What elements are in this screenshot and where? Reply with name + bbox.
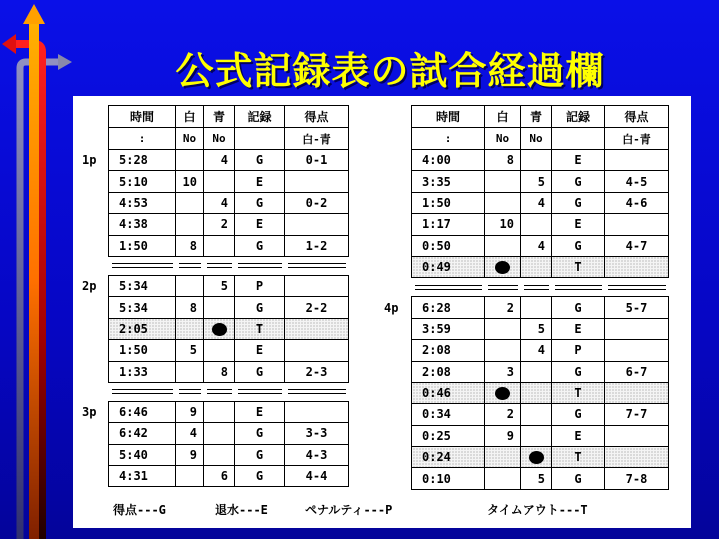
table-row bbox=[412, 235, 669, 256]
cell-time: 0:46 bbox=[412, 382, 485, 403]
cell-record: G bbox=[235, 192, 285, 213]
cell-score: 6-7 bbox=[605, 361, 669, 382]
cell-blue bbox=[204, 297, 235, 318]
cell-blue: 4 bbox=[521, 235, 552, 256]
cell-record: G bbox=[235, 297, 285, 318]
cell-white: 2 bbox=[485, 297, 521, 318]
cell-blue bbox=[521, 447, 552, 468]
header-time-sub: : bbox=[109, 128, 176, 150]
header-record-sub bbox=[552, 128, 605, 150]
cell-record: T bbox=[552, 382, 605, 403]
double-rule bbox=[207, 263, 232, 268]
separator-cell bbox=[412, 278, 485, 297]
cell-blue: 5 bbox=[521, 171, 552, 192]
cell-record: E bbox=[235, 171, 285, 192]
cell-white: 9 bbox=[176, 401, 204, 422]
table-row bbox=[412, 361, 669, 382]
separator-cell bbox=[605, 278, 669, 297]
header-score: 得点 bbox=[605, 106, 669, 128]
cell-white bbox=[485, 340, 521, 361]
cell-time: 1:50 bbox=[109, 340, 176, 361]
cell-time: 4:31 bbox=[109, 466, 176, 487]
header-row-1 bbox=[109, 106, 349, 128]
cell-blue bbox=[204, 444, 235, 465]
cell-score: 0-1 bbox=[285, 150, 349, 171]
period-separator bbox=[412, 278, 669, 297]
cell-score bbox=[285, 318, 349, 339]
header-row-1 bbox=[412, 106, 669, 128]
cell-record: E bbox=[235, 401, 285, 422]
period-separator bbox=[109, 382, 349, 401]
cell-blue: 4 bbox=[204, 192, 235, 213]
cell-white: 9 bbox=[176, 444, 204, 465]
cell-score: 0-2 bbox=[285, 192, 349, 213]
timeout-marker-icon bbox=[212, 323, 227, 336]
separator-cell bbox=[521, 278, 552, 297]
cell-record: G bbox=[552, 192, 605, 213]
header-record: 記録 bbox=[552, 106, 605, 128]
timeout-row bbox=[412, 382, 669, 403]
cell-record: G bbox=[235, 444, 285, 465]
cell-white bbox=[485, 192, 521, 213]
cell-record: G bbox=[552, 468, 605, 489]
cell-record: E bbox=[552, 318, 605, 339]
header-white-sub: No bbox=[176, 128, 204, 150]
header-time-sub: : bbox=[412, 128, 485, 150]
cell-white bbox=[176, 214, 204, 235]
header-white: 白 bbox=[176, 106, 204, 128]
header-record-sub bbox=[235, 128, 285, 150]
legend-timeout: タイムアウト---T bbox=[487, 503, 588, 517]
header-score: 得点 bbox=[285, 106, 349, 128]
cell-blue bbox=[521, 382, 552, 403]
cell-blue bbox=[521, 361, 552, 382]
period-label-1p: 1p bbox=[82, 153, 97, 167]
cell-blue bbox=[521, 214, 552, 235]
header-blue: 青 bbox=[521, 106, 552, 128]
table-row bbox=[412, 150, 669, 171]
cell-time: 0:25 bbox=[412, 425, 485, 446]
cell-white: 10 bbox=[485, 214, 521, 235]
timeout-marker-icon bbox=[495, 387, 510, 400]
cell-time: 5:34 bbox=[109, 297, 176, 318]
cell-record: G bbox=[235, 361, 285, 382]
cell-white bbox=[485, 468, 521, 489]
cell-time: 0:50 bbox=[412, 235, 485, 256]
cell-blue: 5 bbox=[521, 468, 552, 489]
separator-cell bbox=[109, 382, 176, 401]
cell-white bbox=[176, 275, 204, 296]
separator-cell bbox=[235, 256, 285, 275]
cell-score: 4-4 bbox=[285, 466, 349, 487]
cell-score: 2-2 bbox=[285, 297, 349, 318]
cell-score bbox=[605, 425, 669, 446]
gray-arrow-head-icon bbox=[58, 54, 72, 70]
cell-blue bbox=[521, 150, 552, 171]
cell-record: E bbox=[235, 214, 285, 235]
cell-score bbox=[285, 340, 349, 361]
cell-white bbox=[176, 466, 204, 487]
separator-cell bbox=[204, 382, 235, 401]
cell-white: 8 bbox=[176, 297, 204, 318]
header-blue: 青 bbox=[204, 106, 235, 128]
legend bbox=[113, 501, 683, 517]
cell-blue bbox=[521, 425, 552, 446]
separator-cell bbox=[552, 278, 605, 297]
table-row bbox=[109, 401, 349, 422]
cell-score bbox=[605, 256, 669, 277]
separator-cell bbox=[176, 256, 204, 275]
double-rule bbox=[112, 389, 173, 394]
cell-time: 5:40 bbox=[109, 444, 176, 465]
cell-score bbox=[605, 214, 669, 235]
double-rule bbox=[608, 285, 666, 290]
cell-blue: 8 bbox=[204, 361, 235, 382]
header-blue-sub: No bbox=[521, 128, 552, 150]
cell-time: 1:17 bbox=[412, 214, 485, 235]
legend-penalty: ペナルティ---P bbox=[305, 503, 393, 517]
header-time: 時間 bbox=[109, 106, 176, 128]
table-row bbox=[109, 297, 349, 318]
table-row bbox=[109, 340, 349, 361]
cell-score: 4-7 bbox=[605, 235, 669, 256]
timeout-row bbox=[412, 256, 669, 277]
cell-record: E bbox=[552, 214, 605, 235]
cell-time: 1:33 bbox=[109, 361, 176, 382]
cell-white: 9 bbox=[485, 425, 521, 446]
cell-score bbox=[605, 318, 669, 339]
cell-white bbox=[485, 382, 521, 403]
cell-record: G bbox=[552, 297, 605, 318]
score-sheet bbox=[73, 96, 691, 528]
page-title: 公式記録表の試合経過欄 bbox=[175, 49, 605, 93]
double-rule bbox=[179, 263, 201, 268]
cell-white bbox=[176, 361, 204, 382]
cell-record: G bbox=[235, 150, 285, 171]
orange-arrow-shaft bbox=[29, 22, 39, 539]
cell-white bbox=[485, 256, 521, 277]
cell-time: 6:46 bbox=[109, 401, 176, 422]
cell-blue bbox=[521, 256, 552, 277]
cell-white bbox=[485, 171, 521, 192]
cell-blue bbox=[204, 423, 235, 444]
cell-score: 4-3 bbox=[285, 444, 349, 465]
header-white-sub: No bbox=[485, 128, 521, 150]
red-arrow-head-icon bbox=[2, 34, 16, 54]
cell-white: 5 bbox=[176, 340, 204, 361]
cell-record: E bbox=[552, 425, 605, 446]
cell-record: G bbox=[235, 466, 285, 487]
period-label-3p: 3p bbox=[82, 405, 97, 419]
legend-goal: 得点---G bbox=[113, 503, 166, 517]
cell-time: 6:28 bbox=[412, 297, 485, 318]
separator-cell bbox=[109, 256, 176, 275]
cell-record: E bbox=[552, 150, 605, 171]
header-row-2 bbox=[109, 128, 349, 150]
cell-time: 3:59 bbox=[412, 318, 485, 339]
double-rule bbox=[288, 263, 346, 268]
double-rule bbox=[179, 389, 201, 394]
cell-white: 4 bbox=[176, 423, 204, 444]
double-rule bbox=[288, 389, 346, 394]
cell-time: 4:00 bbox=[412, 150, 485, 171]
timeout-marker-icon bbox=[495, 261, 510, 274]
cell-time: 0:10 bbox=[412, 468, 485, 489]
table-row bbox=[412, 318, 669, 339]
orange-arrow-head-icon bbox=[23, 4, 45, 24]
cell-white: 3 bbox=[485, 361, 521, 382]
cell-record: P bbox=[235, 275, 285, 296]
cell-score: 7-7 bbox=[605, 404, 669, 425]
cell-blue bbox=[204, 401, 235, 422]
double-rule bbox=[112, 263, 173, 268]
cell-blue: 5 bbox=[204, 275, 235, 296]
table-row bbox=[412, 425, 669, 446]
table-row bbox=[109, 466, 349, 487]
cell-blue: 4 bbox=[521, 192, 552, 213]
cell-time: 0:34 bbox=[412, 404, 485, 425]
header-white: 白 bbox=[485, 106, 521, 128]
cell-time: 5:28 bbox=[109, 150, 176, 171]
cell-score bbox=[285, 171, 349, 192]
cell-time: 5:34 bbox=[109, 275, 176, 296]
cell-score bbox=[605, 447, 669, 468]
cell-time: 0:24 bbox=[412, 447, 485, 468]
cell-time: 5:10 bbox=[109, 171, 176, 192]
separator-cell bbox=[485, 278, 521, 297]
cell-time: 2:05 bbox=[109, 318, 176, 339]
cell-score bbox=[605, 340, 669, 361]
table-row bbox=[109, 423, 349, 444]
cell-score: 2-3 bbox=[285, 361, 349, 382]
header-time: 時間 bbox=[412, 106, 485, 128]
table-row bbox=[412, 171, 669, 192]
cell-score: 1-2 bbox=[285, 235, 349, 256]
table-row bbox=[109, 361, 349, 382]
period-label-2p: 2p bbox=[82, 279, 97, 293]
cell-score: 5-7 bbox=[605, 297, 669, 318]
table-row bbox=[109, 275, 349, 296]
table-row bbox=[109, 214, 349, 235]
table-row bbox=[412, 468, 669, 489]
cell-time: 3:35 bbox=[412, 171, 485, 192]
cell-record: P bbox=[552, 340, 605, 361]
cell-blue: 2 bbox=[204, 214, 235, 235]
cell-white bbox=[176, 318, 204, 339]
cell-score bbox=[605, 382, 669, 403]
cell-score bbox=[285, 275, 349, 296]
score-table-left bbox=[108, 105, 349, 487]
cell-blue: 6 bbox=[204, 466, 235, 487]
cell-time: 2:08 bbox=[412, 340, 485, 361]
cell-score bbox=[285, 214, 349, 235]
cell-blue bbox=[521, 404, 552, 425]
cell-blue bbox=[521, 297, 552, 318]
double-rule bbox=[488, 285, 518, 290]
table-row bbox=[412, 214, 669, 235]
timeout-row bbox=[412, 447, 669, 468]
header-record: 記録 bbox=[235, 106, 285, 128]
period-label-4p: 4p bbox=[384, 301, 399, 315]
cell-blue bbox=[204, 340, 235, 361]
separator-cell bbox=[285, 256, 349, 275]
cell-blue bbox=[204, 318, 235, 339]
cell-record: G bbox=[235, 423, 285, 444]
cell-time: 0:49 bbox=[412, 256, 485, 277]
cell-record: T bbox=[552, 256, 605, 277]
separator-cell bbox=[235, 382, 285, 401]
table-row bbox=[412, 192, 669, 213]
separator-cell bbox=[176, 382, 204, 401]
separator-cell bbox=[285, 382, 349, 401]
cell-white bbox=[485, 447, 521, 468]
cell-score: 4-6 bbox=[605, 192, 669, 213]
header-score-sub: 白-青 bbox=[285, 128, 349, 150]
double-rule bbox=[555, 285, 602, 290]
cell-white: 8 bbox=[176, 235, 204, 256]
cell-score bbox=[285, 401, 349, 422]
double-rule bbox=[238, 263, 282, 268]
cell-score bbox=[605, 150, 669, 171]
cell-white: 2 bbox=[485, 404, 521, 425]
cell-score: 3-3 bbox=[285, 423, 349, 444]
header-row-2 bbox=[412, 128, 669, 150]
cell-time: 6:42 bbox=[109, 423, 176, 444]
table-row bbox=[109, 150, 349, 171]
cell-blue bbox=[204, 235, 235, 256]
period-separator bbox=[109, 256, 349, 275]
cell-record: G bbox=[552, 235, 605, 256]
double-rule bbox=[238, 389, 282, 394]
cell-record: G bbox=[552, 361, 605, 382]
cell-record: E bbox=[235, 340, 285, 361]
cell-white bbox=[485, 318, 521, 339]
cell-time: 1:50 bbox=[412, 192, 485, 213]
table-row bbox=[109, 192, 349, 213]
cell-record: T bbox=[235, 318, 285, 339]
table-row bbox=[412, 404, 669, 425]
decorative-arrows bbox=[0, 0, 80, 539]
double-rule bbox=[207, 389, 232, 394]
cell-record: T bbox=[552, 447, 605, 468]
cell-score: 7-8 bbox=[605, 468, 669, 489]
score-table-right bbox=[411, 105, 669, 490]
table-row bbox=[109, 235, 349, 256]
cell-time: 1:50 bbox=[109, 235, 176, 256]
cell-time: 4:53 bbox=[109, 192, 176, 213]
cell-white: 10 bbox=[176, 171, 204, 192]
double-rule bbox=[415, 285, 482, 290]
header-score-sub: 白-青 bbox=[605, 128, 669, 150]
legend-exclusion: 退水---E bbox=[215, 503, 268, 517]
cell-white bbox=[176, 192, 204, 213]
table-row bbox=[109, 171, 349, 192]
cell-time: 2:08 bbox=[412, 361, 485, 382]
cell-white bbox=[485, 235, 521, 256]
separator-cell bbox=[204, 256, 235, 275]
cell-blue: 4 bbox=[521, 340, 552, 361]
cell-record: G bbox=[235, 235, 285, 256]
cell-blue: 5 bbox=[521, 318, 552, 339]
cell-score: 4-5 bbox=[605, 171, 669, 192]
table-row bbox=[412, 340, 669, 361]
cell-white bbox=[176, 150, 204, 171]
cell-blue: 4 bbox=[204, 150, 235, 171]
header-blue-sub: No bbox=[204, 128, 235, 150]
table-row bbox=[109, 444, 349, 465]
double-rule bbox=[524, 285, 549, 290]
cell-blue bbox=[204, 171, 235, 192]
timeout-row bbox=[109, 318, 349, 339]
table-row bbox=[412, 297, 669, 318]
cell-white: 8 bbox=[485, 150, 521, 171]
cell-record: G bbox=[552, 404, 605, 425]
timeout-marker-icon bbox=[529, 451, 544, 464]
cell-record: G bbox=[552, 171, 605, 192]
cell-time: 4:38 bbox=[109, 214, 176, 235]
